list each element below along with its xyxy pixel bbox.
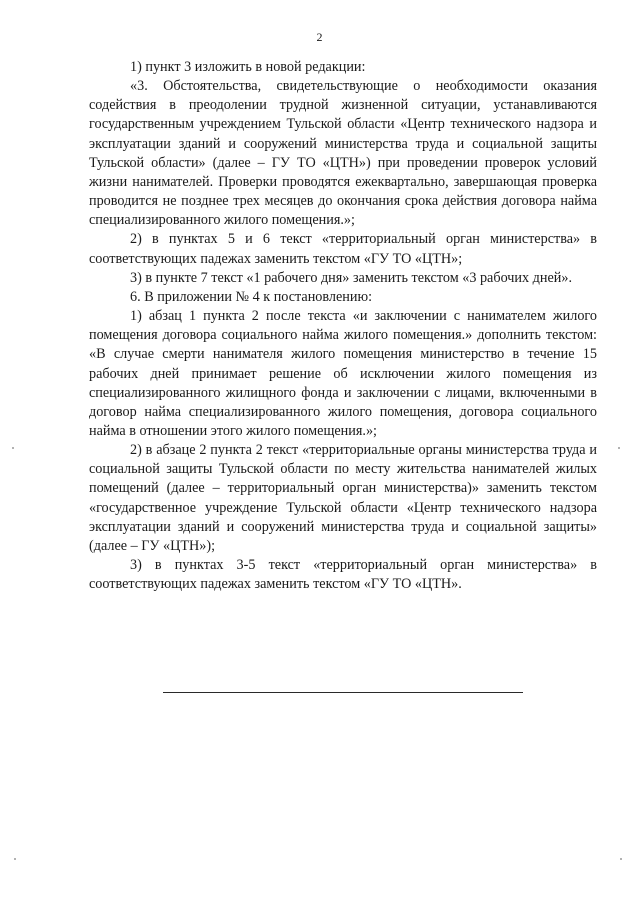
paragraph-8: 3) в пунктах 3-5 текст «территориальный орган министерства» в соответствующих падежах заменить текстом «ГУ ТО «ЦТН». xyxy=(89,557,597,593)
scan-speck xyxy=(620,858,622,860)
page-number: 2 xyxy=(316,30,323,44)
document-body xyxy=(89,58,597,594)
paragraph-2: «3. Обстоятельства, свидетельствующие о необходимости оказания содействия в преодолении трудной жизненной ситуации, устанавливаются государственным учреждением Тульской области «Центр технического надзора и эксплуатации зданий и сооружений министерства труда и социальной защиты Тульской области» (далее – ГУ ТО «ЦТН») при проведении проверок условий жизни нанимателей. Проверки проводятся ежеквартально, завершающая проверка проводится не позднее трех месяцев до окончания срока действия договора найма специализированного жилого помещения.»; xyxy=(89,78,597,229)
scan-speck xyxy=(12,447,14,449)
paragraph-5: 6. В приложении № 4 к постановлению: xyxy=(130,288,373,305)
paragraph-7: 2) в абзаце 2 пункта 2 текст «территориальные органы министерства труда и социальной защиты Тульской области по месту жительства нанимателей жилых помещений (далее – территориальный орган министерства)» заменить текстом «государственное учреждение Тульской области «Центр технического надзора эксплуатации зданий и сооружений министерства труда и социальной защиты» (далее – ГУ «ЦТН»); xyxy=(89,442,597,554)
paragraph-1: 1) пункт 3 изложить в новой редакции: xyxy=(130,59,366,75)
end-separator-line xyxy=(163,692,523,693)
paragraph-4: 3) в пункте 7 текст «1 рабочего дня» заменить текстом «3 рабочих дней». xyxy=(130,269,572,286)
paragraph-6: 1) абзац 1 пункта 2 после текста «и заключении с нанимателем жилого помещения договора социального найма жилого помещения.» дополнить текстом: «В случае смерти нанимателя жилого помещения министерство в течение 15 рабочих дней принимает решение об исключении жилого помещения из специализированного жилищного фонда и заключении с лицами, включенными в договор найма специализированного жилого помещения, договора социального найма в отношении этого жилого помещения.»; xyxy=(89,308,597,439)
scan-speck xyxy=(14,858,16,860)
scan-speck xyxy=(618,447,620,449)
paragraph-3: 2) в пунктах 5 и 6 текст «территориальный орган министерства» в соответствующих падежах заменить текстом «ГУ ТО «ЦТН»; xyxy=(89,231,597,267)
